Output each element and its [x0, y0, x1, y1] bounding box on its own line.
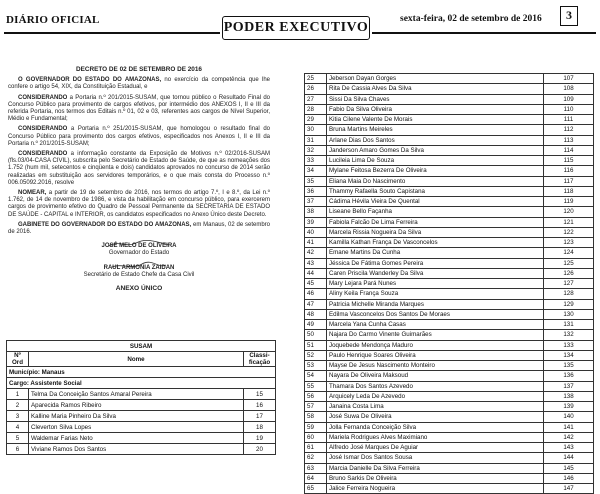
- row-number: 37: [305, 197, 327, 207]
- table-row: [305, 309, 594, 319]
- row-number: 62: [305, 453, 327, 463]
- table-row: [305, 453, 594, 463]
- row-classification: 18: [244, 422, 276, 433]
- table-header-row: [7, 352, 276, 367]
- row-name: Jéssica De Fátima Gomes Pereira: [327, 258, 544, 268]
- row-number: 63: [305, 463, 327, 473]
- row-number: 50: [305, 330, 327, 340]
- p5-text: em Manaus, 02 de setembro de 2016.: [8, 221, 270, 236]
- table-row: [305, 320, 594, 330]
- row-classification: 121: [544, 217, 594, 227]
- row-name: Marcela Rissia Nogueira Da Silva: [327, 227, 544, 237]
- candidates-table: [304, 73, 594, 494]
- col-classification: Classi- ficação: [244, 352, 276, 367]
- row-classification: 17: [244, 411, 276, 422]
- table-row: [305, 166, 594, 176]
- table-row: [305, 391, 594, 401]
- row-classification: 145: [544, 463, 594, 473]
- table-row: [305, 412, 594, 422]
- row-classification: 141: [544, 422, 594, 432]
- row-name: Bruno Sarkis De Oliveira: [327, 473, 544, 483]
- anexo-title: ANEXO ÚNICO: [115, 285, 163, 293]
- table-row: [305, 227, 594, 237]
- table-row: [305, 422, 594, 432]
- table-row: [305, 156, 594, 166]
- row-number: 61: [305, 443, 327, 453]
- nomear-paragraph: [8, 190, 270, 219]
- row-name: Alfredo José Marques De Aguiar: [327, 443, 544, 453]
- governor-name: JOSÉ MELO DE OLIVEIRA: [101, 243, 177, 250]
- row-name: José Ismar Dos Santos Sousa: [327, 453, 544, 463]
- intro-text: no exercício da competência que lhe confere o artigo 54, XIX, da Constituição Estadual, e: [8, 77, 270, 91]
- table-row: [305, 432, 594, 442]
- row-classification: 20: [244, 444, 276, 455]
- table-row: [305, 402, 594, 412]
- secretary-signature: [8, 261, 270, 279]
- row-name: Rita De Cassia Alves Da Silva: [327, 84, 544, 94]
- table-row: [305, 207, 594, 217]
- row-name: Mayse De Jesus Nascimento Monteiro: [327, 361, 544, 371]
- row-number: 41: [305, 238, 327, 248]
- row-name: Mylane Feitosa Bezerra De Oliveira: [327, 166, 544, 176]
- row-classification: 137: [544, 381, 594, 391]
- p4-bold: NOMEAR,: [18, 190, 47, 197]
- p2-text: a Portaria n.º 251/2015-SUSAM, que homologou o resultado final do Concurso Público para provimento dos cargos efetivos, especificados nos Anexos I, II e III da Portaria n.º 201/2015-SUSAM;: [8, 126, 270, 147]
- row-name: Edilma Vasconcelos Dos Santos De Moraes: [327, 309, 544, 319]
- table-row: [305, 197, 594, 207]
- row-name: Lucileia Lima De Souza: [327, 156, 544, 166]
- row-name: Fabio Da Silva Oliveira: [327, 104, 544, 114]
- row-classification: 16: [244, 400, 276, 411]
- secretary-role: Secretário de Estado Chefe da Casa Civil: [83, 271, 195, 278]
- row-name: Bruna Martins Meireles: [327, 125, 544, 135]
- row-number: 2: [7, 400, 29, 411]
- row-name: Arlane Dias Dos Santos: [327, 135, 544, 145]
- row-number: 65: [305, 484, 327, 494]
- row-name: Caren Priscila Wanderley Da Silva: [327, 268, 544, 278]
- row-classification: 127: [544, 279, 594, 289]
- row-number: 43: [305, 258, 327, 268]
- table-row: [305, 473, 594, 483]
- row-number: 40: [305, 227, 327, 237]
- col-name: Nome: [29, 352, 244, 367]
- row-number: 59: [305, 422, 327, 432]
- row-classification: 19: [244, 433, 276, 444]
- header-rule-left: [4, 32, 220, 34]
- table-row: [305, 258, 594, 268]
- table-row: [7, 389, 276, 400]
- table-row: [305, 371, 594, 381]
- table-row: [305, 145, 594, 155]
- row-classification: 142: [544, 432, 594, 442]
- row-name: Aliny Keila França Souza: [327, 289, 544, 299]
- row-number: 47: [305, 299, 327, 309]
- row-name: Kalline Maria Pinheiro Da Silva: [29, 411, 244, 422]
- decree-title: DECRETO DE 02 DE SETEMBRO DE 2016: [76, 66, 202, 73]
- row-classification: 120: [544, 207, 594, 217]
- row-name: Marcela Yana Cunha Casas: [327, 320, 544, 330]
- row-classification: 133: [544, 340, 594, 350]
- row-number: 28: [305, 104, 327, 114]
- row-name: Joquebede Mendonça Maduro: [327, 340, 544, 350]
- page-header: [0, 0, 600, 46]
- gabinete-paragraph: [8, 222, 270, 236]
- row-number: 30: [305, 125, 327, 135]
- row-number: 56: [305, 391, 327, 401]
- table-row: [305, 350, 594, 360]
- row-number: 35: [305, 176, 327, 186]
- decree-body: [8, 66, 270, 295]
- row-name: Emane Martins Da Cunha: [327, 248, 544, 258]
- p2-bold: CONSIDERANDO: [18, 126, 68, 133]
- row-name: Janderson Amaro Gomes Da Silva: [327, 145, 544, 155]
- table-org: SUSAM: [7, 341, 276, 352]
- row-name: Eliana Maia Do Nascimento: [327, 176, 544, 186]
- considerando-2: [8, 126, 270, 148]
- row-classification: 136: [544, 371, 594, 381]
- row-classification: 126: [544, 268, 594, 278]
- decree-intro: [8, 77, 270, 91]
- table-row: [305, 94, 594, 104]
- row-classification: 147: [544, 484, 594, 494]
- table-row: [7, 411, 276, 422]
- cargo-label: Cargo: Assistente Social: [7, 378, 276, 389]
- row-number: 57: [305, 402, 327, 412]
- row-classification: 107: [544, 74, 594, 84]
- row-classification: 117: [544, 176, 594, 186]
- row-classification: 128: [544, 289, 594, 299]
- considerando-1: [8, 95, 270, 124]
- row-name: Thammy Rafaella Souto Capistana: [327, 186, 544, 196]
- row-number: 53: [305, 361, 327, 371]
- row-number: 34: [305, 166, 327, 176]
- table-row: [305, 248, 594, 258]
- row-name: Cádima Hévila Vieira De Quental: [327, 197, 544, 207]
- governor-signature: [8, 239, 270, 257]
- row-classification: 132: [544, 330, 594, 340]
- governor-role: Governador do Estado: [108, 250, 170, 257]
- row-name: Viviane Ramos Dos Santos: [29, 444, 244, 455]
- row-name: Marcia Danielle Da Silva Ferreira: [327, 463, 544, 473]
- row-classification: 112: [544, 125, 594, 135]
- row-name: Jolla Fernanda Conceição Silva: [327, 422, 544, 432]
- row-name: Telma Da Conceição Santos Amaral Pereira: [29, 389, 244, 400]
- row-classification: 134: [544, 350, 594, 360]
- table-row: [305, 268, 594, 278]
- row-classification: 138: [544, 391, 594, 401]
- p1-bold: CONSIDERANDO: [18, 94, 68, 101]
- row-name: Cleverton Silva Lopes: [29, 422, 244, 433]
- row-name: Arquicely Leda De Azevedo: [327, 391, 544, 401]
- row-classification: 116: [544, 166, 594, 176]
- table-row: [7, 444, 276, 455]
- newspaper-title: DIÁRIO OFICIAL: [6, 14, 100, 26]
- row-classification: 131: [544, 320, 594, 330]
- row-classification: 111: [544, 115, 594, 125]
- col-number: Nº Ord: [7, 352, 29, 367]
- table-row: [305, 330, 594, 340]
- table-row: [305, 299, 594, 309]
- row-number: 51: [305, 340, 327, 350]
- row-number: 6: [7, 444, 29, 455]
- row-number: 58: [305, 412, 327, 422]
- row-classification: 140: [544, 412, 594, 422]
- table-row: [305, 289, 594, 299]
- row-name: Nayara De Oliveira Maksoud: [327, 371, 544, 381]
- issue-date: sexta-feira, 02 de setembro de 2016: [400, 14, 542, 24]
- row-number: 33: [305, 156, 327, 166]
- row-name: Kamilla Kathan França De Vasconcelos: [327, 238, 544, 248]
- row-classification: 115: [544, 156, 594, 166]
- table-org-row: [7, 341, 276, 352]
- secretary-name: RAUL ARMONIA ZAIDAN: [103, 264, 175, 271]
- row-name: Mary Lejara Pará Nunes: [327, 279, 544, 289]
- intro-bold: O GOVERNADOR DO ESTADO DO AMAZONAS,: [18, 77, 162, 84]
- row-classification: 144: [544, 453, 594, 463]
- municipio-row: [7, 367, 276, 378]
- row-name: Mariela Rodrigues Alves Maximiano: [327, 432, 544, 442]
- p4-text: a partir de 19 de setembro de 2016, nos termos do artigo 7.º, I e 8.º, da Lei n.º 1.762, de 14 de novembro de 1986, e vista da habilitação em concurso público, para exercerem cargos de provimento efetivo do Quadro de Pessoal Permanente da SECRETARIA DE ESTADO DE SAÚDE - CAPITAL e INTERIOR, os candidatos especificados no Anexo Único deste Decreto.: [8, 190, 270, 218]
- row-number: 52: [305, 350, 327, 360]
- row-number: 64: [305, 473, 327, 483]
- table-row: [305, 238, 594, 248]
- section-title: PODER EXECUTIVO: [222, 16, 370, 40]
- table-row: [305, 74, 594, 84]
- row-name: Thamara Dos Santos Azevedo: [327, 381, 544, 391]
- p5-bold: GABINETE DO GOVERNADOR DO ESTADO DO AMAZONAS,: [18, 221, 192, 228]
- row-number: 4: [7, 422, 29, 433]
- header-rule-right: [372, 32, 596, 34]
- row-classification: 110: [544, 104, 594, 114]
- row-classification: 114: [544, 145, 594, 155]
- table-row: [305, 135, 594, 145]
- considerando-3: [8, 151, 270, 187]
- row-name: José Suwa De Oliveira: [327, 412, 544, 422]
- row-classification: 130: [544, 309, 594, 319]
- row-classification: 122: [544, 227, 594, 237]
- p3-text: a informação constante da Exposição de Motivos n.º 02/2016-SUSAM (fls.03/04-CASA CIVIL), subscrita pelo Secretário de Estado de Saúde, de que as nomeações dos 1.752 (hum mil, setecentos e cinqüenta e dois) candidatos aprovados no concurso de 2014 serão realizadas em substituição aos servidores temporários, e o que mais consta do Processo n.º 006.05092.2016, resolve: [8, 151, 270, 186]
- row-classification: 143: [544, 443, 594, 453]
- row-number: 1: [7, 389, 29, 400]
- row-classification: 129: [544, 299, 594, 309]
- table-row: [7, 433, 276, 444]
- row-number: 36: [305, 186, 327, 196]
- table-row: [305, 115, 594, 125]
- row-number: 27: [305, 94, 327, 104]
- row-name: Jalice Ferreira Nogueira: [327, 484, 544, 494]
- p3-bold: CONSIDERANDO: [18, 151, 68, 158]
- row-name: Waldemar Farias Neto: [29, 433, 244, 444]
- row-number: 45: [305, 279, 327, 289]
- table-row: [305, 443, 594, 453]
- row-number: 26: [305, 84, 327, 94]
- table-row: [305, 176, 594, 186]
- municipio-label: Município: Manaus: [7, 367, 276, 378]
- row-name: Sissi Da Silva Chaves: [327, 94, 544, 104]
- row-name: Paulo Henrique Soares Oliveira: [327, 350, 544, 360]
- row-classification: 119: [544, 197, 594, 207]
- row-number: 3: [7, 411, 29, 422]
- table-row: [305, 381, 594, 391]
- row-classification: 135: [544, 361, 594, 371]
- row-number: 42: [305, 248, 327, 258]
- row-number: 49: [305, 320, 327, 330]
- table-row: [305, 361, 594, 371]
- row-classification: 113: [544, 135, 594, 145]
- row-number: 44: [305, 268, 327, 278]
- row-classification: 109: [544, 94, 594, 104]
- row-number: 32: [305, 145, 327, 155]
- table-row: [7, 400, 276, 411]
- row-classification: 15: [244, 389, 276, 400]
- row-name: Najara Do Carmo Vinente Guimarães: [327, 330, 544, 340]
- row-number: 54: [305, 371, 327, 381]
- row-number: 5: [7, 433, 29, 444]
- row-name: Liseane Bello Façanha: [327, 207, 544, 217]
- row-number: 38: [305, 207, 327, 217]
- table-row: [305, 186, 594, 196]
- p1-text: a Portaria n.º 201/2015-SUSAM, que tornou público o Resultado Final do Concurso Público para provimento de cargos efetivos, por intermédio dos ANEXOS I, II e III da referida Portaria, nos termos dos Editais n.º 01, 02 e 03, referentes aos cargos de Nível Superior, Médio e Fundamental;: [8, 94, 270, 123]
- row-classification: 125: [544, 258, 594, 268]
- row-name: Janaina Costa Lima: [327, 402, 544, 412]
- table-row: [7, 422, 276, 433]
- page-number: 3: [560, 6, 578, 26]
- row-classification: 123: [544, 238, 594, 248]
- row-name: Jeberson Dayan Gorges: [327, 74, 544, 84]
- table-row: [305, 463, 594, 473]
- table-row: [305, 217, 594, 227]
- row-classification: 124: [544, 248, 594, 258]
- row-classification: 118: [544, 186, 594, 196]
- row-number: 46: [305, 289, 327, 299]
- row-classification: 146: [544, 473, 594, 483]
- row-number: 25: [305, 74, 327, 84]
- row-name: Patricia Michelle Miranda Marques: [327, 299, 544, 309]
- table-row: [305, 104, 594, 114]
- row-name: Fabiola Falcão De Lima Ferreira: [327, 217, 544, 227]
- row-classification: 108: [544, 84, 594, 94]
- cargo-row: [7, 378, 276, 389]
- row-number: 48: [305, 309, 327, 319]
- table-row: [305, 484, 594, 494]
- row-number: 60: [305, 432, 327, 442]
- row-number: 39: [305, 217, 327, 227]
- anexo-table: [6, 340, 276, 455]
- table-row: [305, 84, 594, 94]
- row-name: Kitia Cilene Valente De Morais: [327, 115, 544, 125]
- row-number: 31: [305, 135, 327, 145]
- table-row: [305, 125, 594, 135]
- table-row: [305, 340, 594, 350]
- row-number: 55: [305, 381, 327, 391]
- row-name: Aparecida Ramos Ribeiro: [29, 400, 244, 411]
- table-row: [305, 279, 594, 289]
- row-classification: 139: [544, 402, 594, 412]
- row-number: 29: [305, 115, 327, 125]
